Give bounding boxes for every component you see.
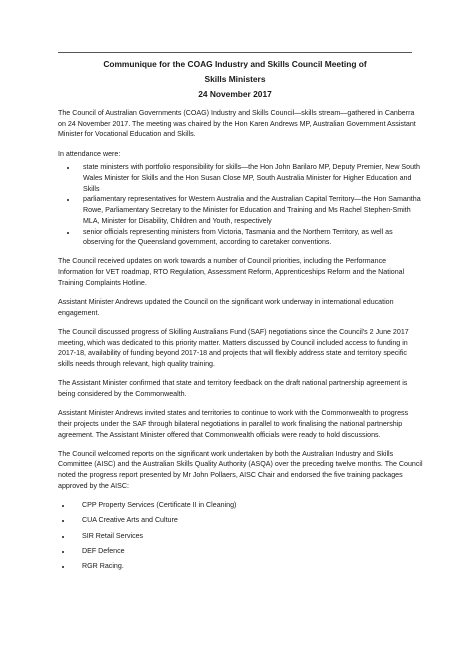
attendance-item: • state ministers with portfolio responsibility for skills—the Hon John Barilaro MP, Deputy Premier, New South Wales Minister for Skills and the Hon Susan Close MP, South Australia Minister for Higher Education and Skills: [77, 162, 423, 194]
title-block: [58, 57, 412, 102]
attendance-item: • senior officials representing ministers from Victoria, Tasmania and the Northern Territory, as well as observing for the Queensland government, according to caretaker conventions.: [77, 227, 423, 248]
package-item: • CPP Property Services (Certificate II in Cleaning): [72, 500, 423, 511]
document-body: [58, 108, 423, 580]
paragraph-feedback: The Assistant Minister confirmed that state and territory feedback on the draft national partnership agreement is being considered by the Commonwealth.: [58, 379, 408, 398]
package-item: • SIR Retail Services: [72, 531, 423, 542]
attendance-item: • parliamentary representatives for Western Australia and the Australian Capital Territory—the Hon Samantha Rowe, Parliamentary Secretary to the Minister for Education and Training and Ms Rachel Stephen-Smith MLA, Minister for Disability, Children and Youth, respectively: [77, 194, 423, 226]
title-line-1: Communique for the COAG Industry and Skills Council Meeting of: [103, 59, 367, 69]
attendance-intro: In attendance were:: [58, 149, 121, 158]
paragraph-bilateral: Assistant Minister Andrews invited states and territories to continue to work with the Commonwealth to progress their projects under the SAF through bilateral negotiations in parallel to work finalising the national partnership agreement. The Assistant Minister offered that Commonwealth officials were ready to hold discussions.: [58, 409, 409, 439]
title-line-2: Skills Ministers: [204, 74, 266, 84]
training-packages-list: [58, 500, 423, 572]
paragraph-intro: The Council of Australian Governments (COAG) Industry and Skills Council—skills stream—gathered in Canberra on 24 November 2017. The meeting was chaired by the Hon Karen Andrews MP, Australian Government Assistant Minister for Vocational Education and Skills.: [58, 109, 416, 139]
meeting-date: 24 November 2017: [198, 89, 272, 99]
package-item: • RGR Racing.: [72, 561, 423, 572]
attendance-list: [58, 162, 423, 248]
package-item: • CUA Creative Arts and Culture: [72, 515, 423, 526]
top-rule: [58, 52, 412, 53]
paragraph-aisc: The Council welcomed reports on the significant work undertaken by both the Australian Industry and Skills Committee (AISC) and the Australian Skills Quality Authority (ASQA) over the preceding twelve months. The Council noted the progress report presented by Mr John Pollaers, AISC Chair and endorsed the five training packages approved by the AISC:: [58, 449, 423, 490]
paragraph-international: Assistant Minister Andrews updated the Council on the significant work underway in international education engagement.: [58, 298, 394, 317]
paragraph-priorities: The Council received updates on work towards a number of Council priorities, including the Performance Information for VET roadmap, RTO Regulation, Assessment Reform, Apprenticeships Reform and the National Training Complaints Hotline.: [58, 257, 405, 287]
package-item: • DEF Defence: [72, 546, 423, 557]
paragraph-saf: The Council discussed progress of Skilling Australians Fund (SAF) negotiations since the Council's 2 June 2017 meeting, which was dedicated to this priority matter. Matters discussed by Council included access to funding in 2017-18, availability of funding beyond 2017-18 and projects that will flexibly address state and territory specific skills needs through relevant, high quality training.: [58, 327, 409, 369]
